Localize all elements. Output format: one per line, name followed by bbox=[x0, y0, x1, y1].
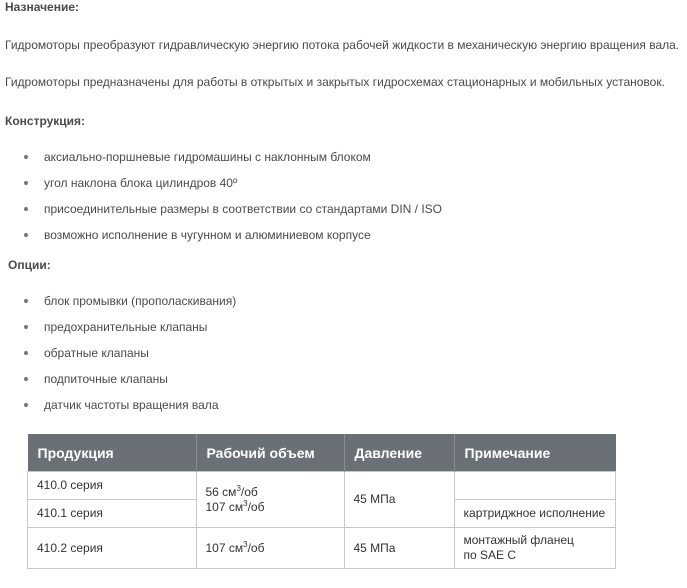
list-item: подпиточные клапаны bbox=[20, 366, 236, 392]
bullet-icon bbox=[24, 233, 28, 237]
product-cell: 410.1 серия bbox=[28, 500, 197, 528]
product-cell: 410.0 серия bbox=[28, 472, 197, 500]
table-row bbox=[28, 472, 616, 500]
list-item: блок промывки (прополаскивания) bbox=[20, 288, 236, 314]
list-item: присоединительные размеры в соответствии со стандартами DIN / ISO bbox=[20, 196, 442, 222]
header-volume: Рабочий объем bbox=[196, 434, 344, 472]
bullet-icon bbox=[24, 377, 28, 381]
list-item: угол наклона блока цилиндров 40º bbox=[20, 170, 442, 196]
bullet-icon bbox=[24, 299, 28, 303]
pressure-cell: 45 МПа bbox=[344, 472, 454, 528]
list-item: возможно исполнение в чугунном и алюминиевом корпусе bbox=[20, 222, 442, 248]
list-item: датчик частоты вращения вала bbox=[20, 392, 236, 418]
header-pressure: Давление bbox=[344, 434, 454, 472]
bullet-icon bbox=[24, 155, 28, 159]
construction-heading: Конструкция: bbox=[5, 114, 86, 128]
purpose-paragraph-1: Гидромоторы преобразуют гидравлическую энергию потока рабочей жидкости в механическую энергию вращения вала. bbox=[5, 38, 680, 52]
purpose-paragraph-2: Гидромоторы предназначены для работы в открытых и закрытых гидросхемах стационарных и мобильных установок. bbox=[5, 75, 665, 89]
note-cell bbox=[454, 472, 616, 500]
note-cell: картриджное исполнение bbox=[454, 500, 616, 528]
volume-cell: 107 $см^3/об$ bbox=[196, 528, 344, 569]
list-item: предохранительные клапаны bbox=[20, 314, 236, 340]
bullet-icon bbox=[24, 351, 28, 355]
products-table bbox=[27, 434, 616, 569]
list-item: аксиально-поршневые гидромашины с наклонным блоком bbox=[20, 144, 442, 170]
bullet-icon bbox=[24, 207, 28, 211]
bullet-icon bbox=[24, 403, 28, 407]
volume-cell: 56 $см^3/об$ 107 $см^3/об$ bbox=[196, 472, 344, 528]
options-list bbox=[20, 288, 236, 418]
note-cell: монтажный фланец по SAE C bbox=[454, 528, 616, 569]
pressure-cell: 45 МПа bbox=[344, 528, 454, 569]
table-row bbox=[28, 528, 616, 569]
construction-list bbox=[20, 144, 442, 248]
purpose-heading: Назначение: bbox=[5, 0, 80, 14]
product-cell: 410.2 серия bbox=[28, 528, 197, 569]
list-item: обратные клапаны bbox=[20, 340, 236, 366]
options-heading: Опции: bbox=[8, 258, 51, 272]
header-note: Примечание bbox=[454, 434, 616, 472]
bullet-icon bbox=[24, 325, 28, 329]
bullet-icon bbox=[24, 181, 28, 185]
header-product: Продукция bbox=[28, 434, 197, 472]
table-header-row bbox=[28, 434, 616, 472]
